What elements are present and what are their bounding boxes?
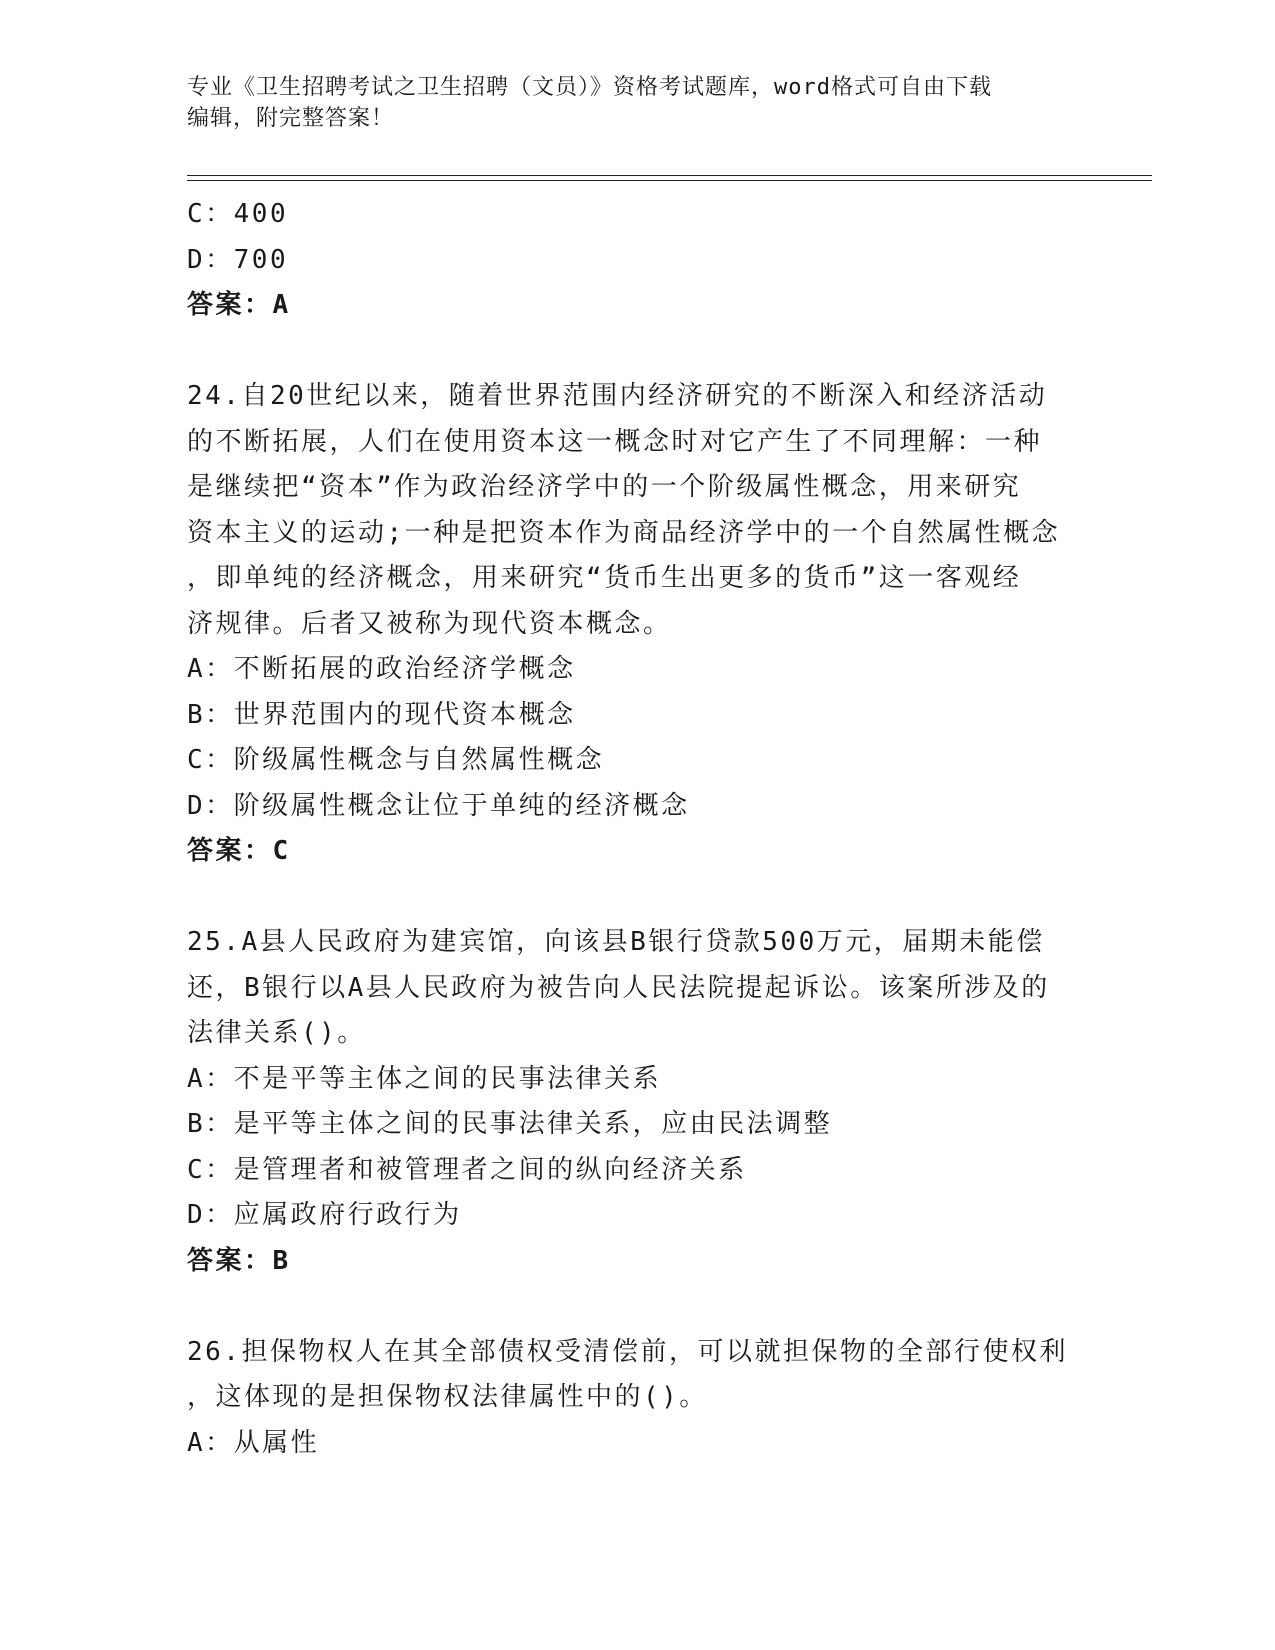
question-text-line: 26.担保物权人在其全部债权受清偿前，可以就担保物的全部行使权利 — [187, 1336, 1068, 1367]
option-b: B：世界范围内的现代资本概念 — [187, 699, 576, 730]
option-b: B：是平等主体之间的民事法律关系，应由民法调整 — [187, 1109, 833, 1139]
option-a: A：不断拓展的政治经济学概念 — [187, 654, 576, 684]
spacer — [187, 1284, 1087, 1330]
question-26 — [187, 1330, 1087, 1467]
spacer — [187, 329, 1087, 375]
option-d: D：阶级属性概念让位于单纯的经济概念 — [187, 790, 690, 821]
question-text-line: 还，B银行以A县人民政府为被告向人民法院提起诉讼。该案所涉及的 — [187, 972, 1050, 1003]
header-line-1: 专业《卫生招聘考试之卫生招聘（文员）》资格考试题库，word格式可自由下载 — [187, 75, 992, 100]
question-text-line: ，即单纯的经济概念，用来研究“货币生出更多的货币”这一客观经 — [187, 563, 1022, 593]
question-text-line: 资本主义的运动;一种是把资本作为商品经济学中的一个自然属性概念 — [187, 517, 1061, 548]
header-line-2: 编辑，附完整答案！ — [187, 106, 395, 131]
question-24 — [187, 374, 1087, 875]
question-list — [187, 192, 1087, 1466]
header-divider — [187, 175, 1152, 181]
option-a: A：从属性 — [187, 1427, 320, 1458]
option-a: A：不是平等主体之间的民事法律关系 — [187, 1063, 662, 1094]
question-25 — [187, 920, 1087, 1284]
question-text-line: ，这体现的是担保物权法律属性中的()。 — [187, 1382, 708, 1412]
option-d: D：700 — [187, 244, 289, 275]
answer-line: 答案：B — [187, 1245, 291, 1276]
answer-line: 答案：C — [187, 836, 291, 866]
question-text-line: 24.自20世纪以来，随着世界范围内经济研究的不断深入和经济活动 — [187, 381, 1048, 411]
question-text-line: 济规律。后者又被称为现代资本概念。 — [187, 608, 672, 639]
question-text-line: 是继续把“资本”作为政治经济学中的一个阶级属性概念，用来研究 — [187, 472, 1022, 502]
spacer — [187, 875, 1087, 921]
question-text-line: 25.A县人民政府为建宾馆，向该县B银行贷款500万元，届期未能偿 — [187, 927, 1045, 957]
question-text-line: 的不断拓展，人们在使用资本这一概念时对它产生了不同理解：一种 — [187, 426, 1043, 457]
option-d: D：应属政府行政行为 — [187, 1200, 462, 1230]
question-text-line: 法律关系()。 — [187, 1018, 366, 1048]
document-header — [187, 72, 1087, 134]
question-23-tail — [187, 192, 1087, 329]
option-c: C：400 — [187, 199, 289, 229]
answer-line: 答案：A — [187, 290, 291, 320]
option-c: C：是管理者和被管理者之间的纵向经济关系 — [187, 1154, 747, 1185]
option-c: C：阶级属性概念与自然属性概念 — [187, 745, 605, 775]
